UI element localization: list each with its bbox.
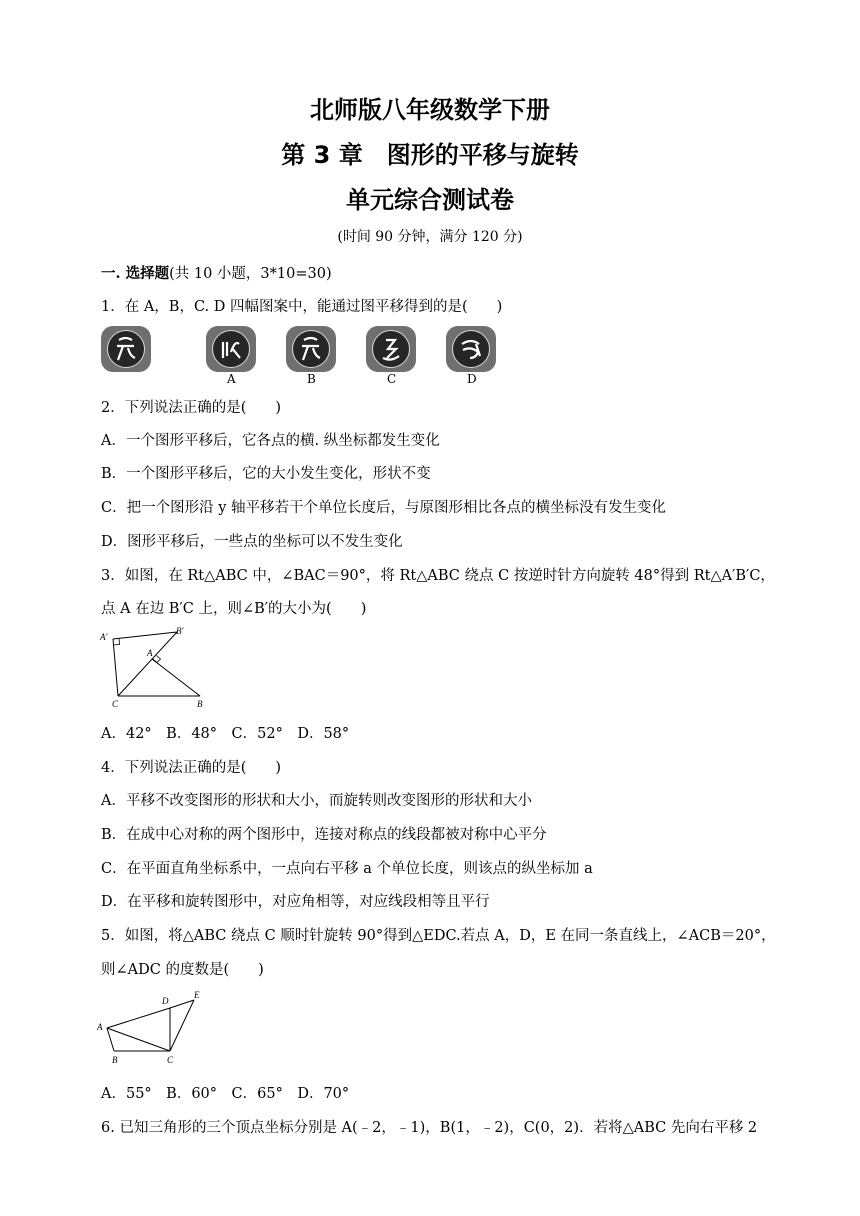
q3-label-c: C: [112, 699, 119, 709]
subtitle-time-score: (时间 90 分钟，满分 120 分): [337, 229, 523, 245]
seal-icon-d[interactable]: [446, 326, 496, 372]
q4-option-d: D．在平移和旋转图形中，对应角相等，对应线段相等且平行: [101, 894, 490, 910]
q2-option-a: A．一个图形平移后，它各点的横. 纵坐标都发生变化: [101, 433, 440, 449]
q5-options: A．55° B．60° C．65° D．70°: [101, 1086, 350, 1102]
q4-stem: 4．下列说法正确的是( ): [101, 760, 282, 776]
q3-label-b: B: [197, 699, 203, 709]
q4-option-b: B．在成中心对称的两个图形中，连接对称点的线段都被对称中心平分: [101, 827, 547, 843]
q3-stem-line1: 3．如图，在 Rt△ABC 中，∠BAC＝90°，将 Rt△ABC 绕点 C 按逆时针方向旋转 48°得到 Rt△A′B′C，: [101, 568, 775, 584]
q5-label-b: B: [112, 1055, 118, 1065]
q3-figure: [96, 624, 216, 710]
q3-label-a-prime: A′: [100, 632, 108, 642]
q2-option-d: D．图形平移后，一些点的坐标可以不发生变化: [101, 534, 403, 550]
title-test: 单元综合测试卷: [346, 186, 514, 214]
q5-figure: [94, 986, 214, 1072]
q2-stem: 2．下列说法正确的是( ): [101, 400, 282, 416]
q5-stem-line2: 则∠ADC 的度数是( ): [101, 962, 264, 978]
title-book: 北师版八年级数学下册: [310, 96, 550, 124]
q4-option-a: A．平移不改变图形的形状和大小，而旋转则改变图形的形状和大小: [101, 793, 532, 809]
q1-label-d: D: [467, 372, 477, 386]
seal-icon-original: [101, 326, 151, 372]
seal-icon-a[interactable]: [206, 326, 256, 372]
q1-label-a: A: [227, 372, 236, 386]
q5-label-e: E: [194, 990, 200, 1000]
seal-icon-c[interactable]: [366, 326, 416, 372]
q4-option-c: C．在平面直角坐标系中，一点向右平移 a 个单位长度，则该点的纵坐标加 a: [101, 861, 593, 877]
q1-label-c: C: [387, 372, 397, 386]
q3-options: A．42° B．48° C．52° D．58°: [101, 726, 350, 742]
q1-stem: 1．在 A，B，C. D 四幅图案中，能通过图平移得到的是( ): [101, 299, 503, 315]
q5-label-d: D: [162, 996, 169, 1006]
q1-label-b: B: [307, 372, 316, 386]
q2-option-b: B．一个图形平移后，它的大小发生变化，形状不变: [101, 466, 431, 482]
q5-stem-line1: 5．如图，将△ABC 绕点 C 顺时针旋转 90°得到△EDC.若点 A，D，E 在同一条直线上，∠ACB＝20°，: [101, 928, 776, 944]
q3-label-b-prime: B′: [176, 626, 184, 636]
q5-label-a: A: [97, 1022, 103, 1032]
seal-icon-b[interactable]: [286, 326, 336, 372]
section-heading: [101, 262, 332, 283]
q5-label-c: C: [167, 1055, 174, 1065]
q2-option-c: C．把一个图形沿 y 轴平移若干个单位长度后，与原图形相比各点的横坐标没有发生变化: [101, 500, 667, 516]
section-title: 一. 选择题: [101, 265, 170, 282]
q3-label-a: A: [147, 648, 153, 658]
q6-stem: 6. 已知三角形的三个顶点坐标分别是 A(﹣2，﹣1)，B(1，﹣2)，C(0，2)．若将△ABC 先向右平移 2: [101, 1120, 758, 1136]
section-note: (共 10 小题，3*10=30): [169, 266, 332, 282]
title-chapter: 第 3 章 图形的平移与旋转: [281, 141, 579, 169]
q3-stem-line2: 点 A 在边 B′C 上，则∠B′的大小为( ): [101, 601, 367, 617]
